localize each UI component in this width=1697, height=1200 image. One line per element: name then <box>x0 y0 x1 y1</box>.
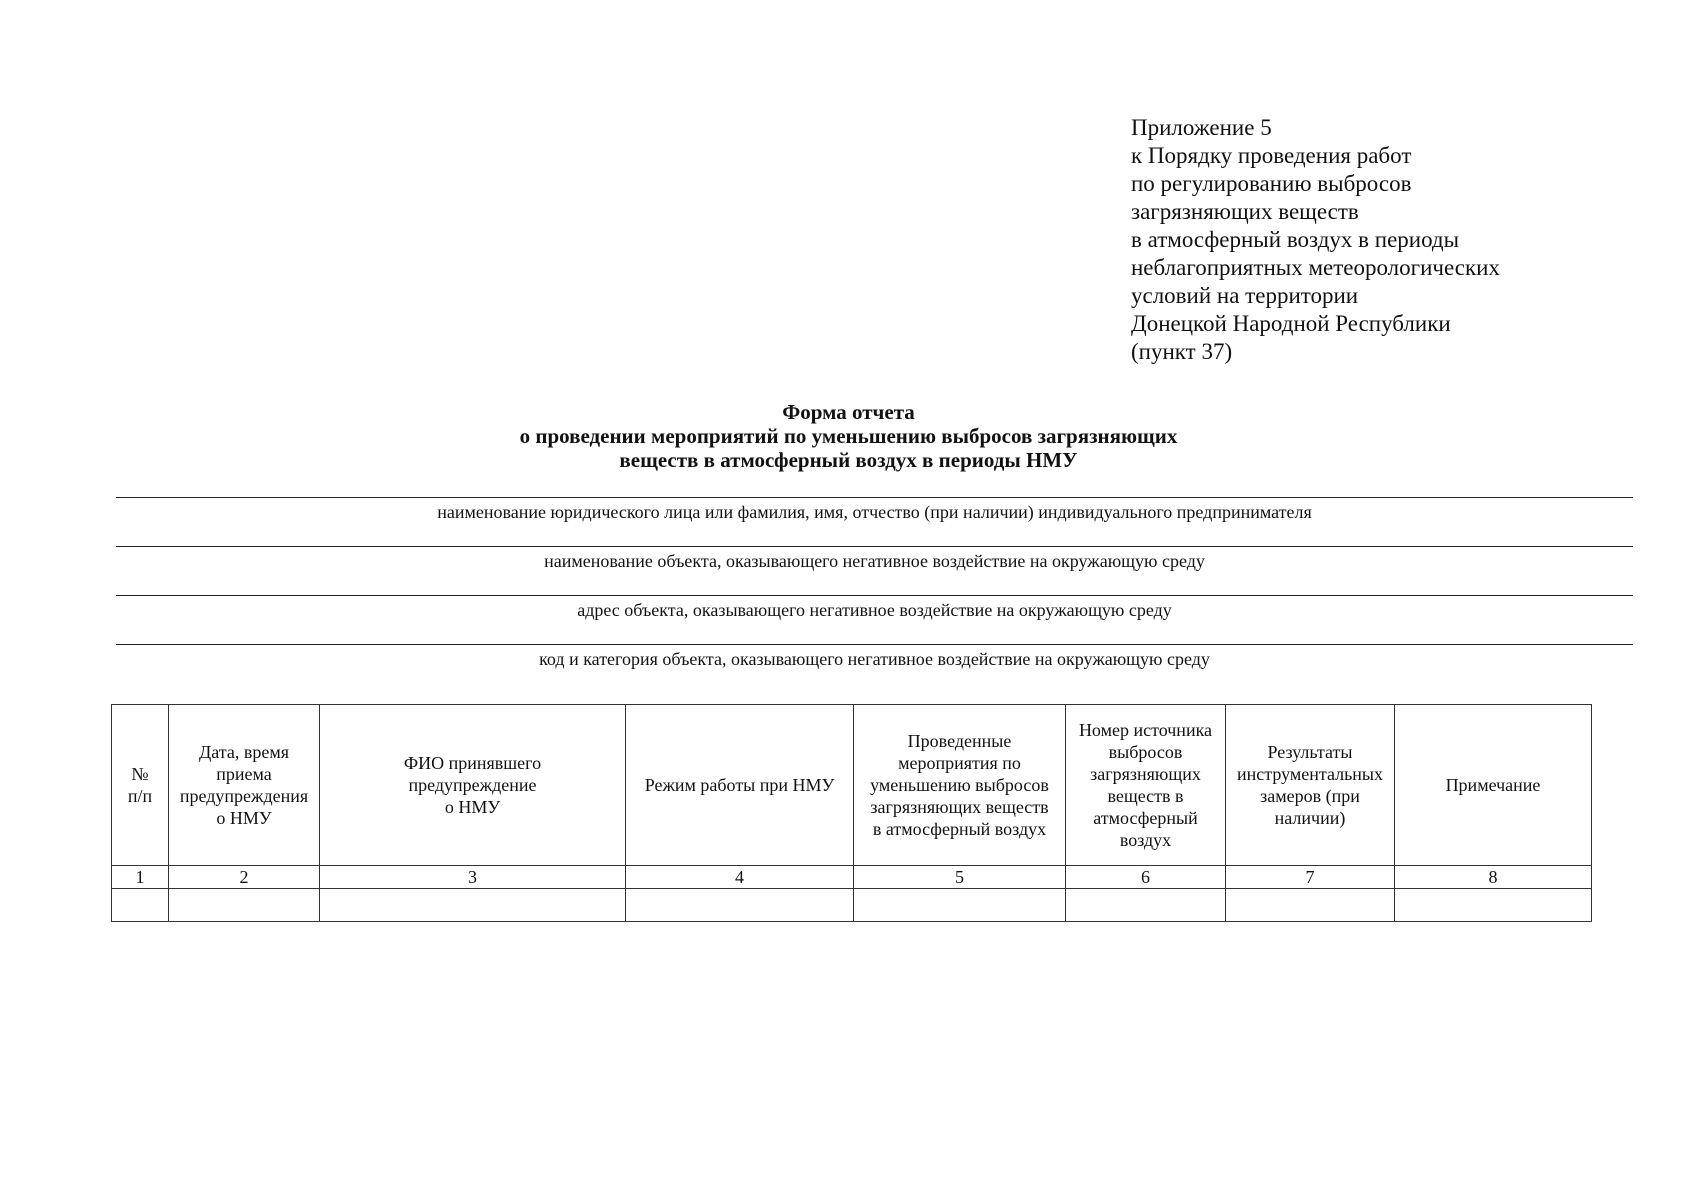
empty-cell[interactable] <box>1066 889 1226 922</box>
empty-cell[interactable] <box>169 889 320 922</box>
empty-cell[interactable] <box>1395 889 1592 922</box>
column-number: 2 <box>169 866 320 889</box>
empty-cell[interactable] <box>1226 889 1395 922</box>
report-table <box>111 704 1592 922</box>
appendix-line: загрязняющих веществ <box>1131 199 1359 224</box>
appendix-line: (пункт 37) <box>1131 339 1233 364</box>
field-entity-name[interactable] <box>116 497 1633 524</box>
appendix-line: в атмосферный воздух в периоды <box>1131 227 1460 252</box>
column-header-number: № п/п <box>112 705 169 866</box>
empty-cell[interactable] <box>320 889 626 922</box>
form-title <box>0 400 1697 472</box>
field-object-name[interactable] <box>116 546 1633 573</box>
form-title-line: веществ в атмосферный воздух в периоды НМУ <box>619 448 1078 472</box>
field-caption: код и категория объекта, оказывающего негативное воздействие на окружающую среду <box>539 649 1210 669</box>
field-object-code-category[interactable] <box>116 644 1633 671</box>
appendix-line: по регулированию выбросов <box>1131 171 1412 196</box>
column-number: 5 <box>854 866 1066 889</box>
column-number: 3 <box>320 866 626 889</box>
field-caption: адрес объекта, оказывающего негативное воздействие на окружающую среду <box>577 600 1172 620</box>
appendix-line: неблагоприятных метеорологических <box>1131 255 1500 280</box>
column-number: 7 <box>1226 866 1395 889</box>
column-header-note: Примечание <box>1395 705 1592 866</box>
column-number-row <box>112 866 1592 889</box>
column-header-measurement-results: Результаты инструментальных замеров (при наличии) <box>1226 705 1395 866</box>
column-header-receiver-name: ФИО принявшего предупреждение о НМУ <box>320 705 626 866</box>
column-header-measures: Проведенные мероприятия по уменьшению выбросов загрязняющих веществ в атмосферный воздух <box>854 705 1066 866</box>
column-header-operation-mode: Режим работы при НМУ <box>626 705 854 866</box>
form-title-line: о проведении мероприятий по уменьшению выбросов загрязняющих <box>519 424 1178 448</box>
empty-cell[interactable] <box>112 889 169 922</box>
table-header-row <box>112 705 1592 866</box>
empty-cell[interactable] <box>854 889 1066 922</box>
field-caption: наименование юридического лица или фамилия, имя, отчество (при наличии) индивидуального предпринимателя <box>437 502 1312 522</box>
field-caption: наименование объекта, оказывающего негативное воздействие на окружающую среду <box>544 551 1205 571</box>
column-number: 1 <box>112 866 169 889</box>
column-header-source-number: Номер источника выбросов загрязняющих веществ в атмосферный воздух <box>1066 705 1226 866</box>
field-object-address[interactable] <box>116 595 1633 622</box>
column-number: 6 <box>1066 866 1226 889</box>
appendix-line: Приложение 5 <box>1131 115 1272 140</box>
column-number: 8 <box>1395 866 1592 889</box>
table-row <box>112 889 1592 922</box>
empty-cell[interactable] <box>626 889 854 922</box>
column-header-warning-received: Дата, время приема предупреждения о НМУ <box>169 705 320 866</box>
form-title-line: Форма отчета <box>782 400 915 424</box>
appendix-line: условий на территории <box>1131 283 1359 308</box>
appendix-block <box>1131 114 1651 366</box>
column-number: 4 <box>626 866 854 889</box>
appendix-line: Донецкой Народной Республики <box>1131 311 1451 336</box>
appendix-line: к Порядку проведения работ <box>1131 143 1412 168</box>
